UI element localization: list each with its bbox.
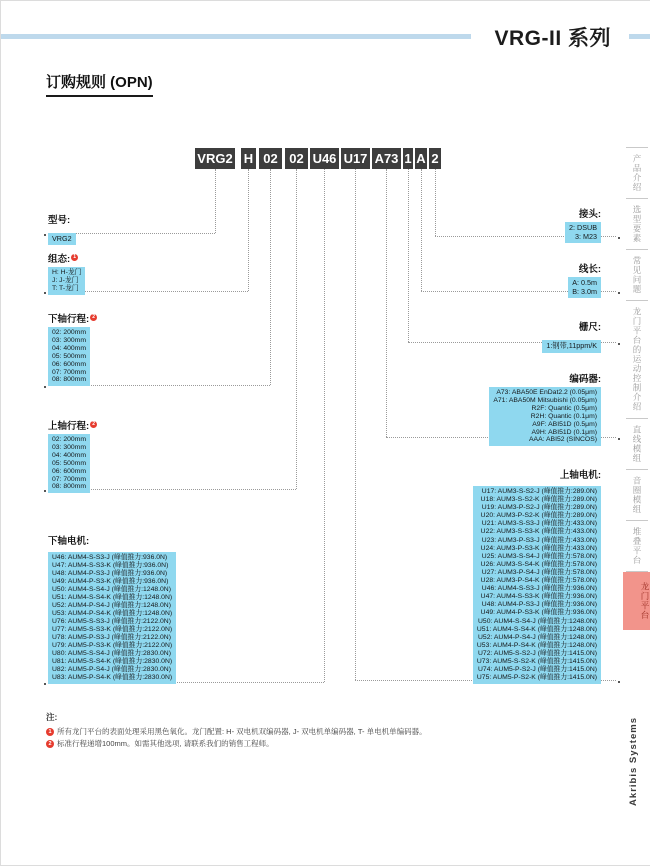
- part-number-segment-1: VRG2: [195, 148, 235, 169]
- option-row: 02: 200mm: [52, 436, 87, 443]
- option-box: [473, 486, 601, 684]
- option-row: U73: AUM5-S-S2-K (峰值推力:1415.0N): [476, 657, 597, 665]
- footnote-line: [46, 726, 427, 738]
- option-row: U52: AUM4-P-S4-J (峰值推力:1248.0N): [52, 602, 171, 609]
- connector-line: [408, 169, 409, 342]
- option-row: 05: 500mm: [52, 459, 87, 467]
- series-title: VRG-II 系列: [494, 27, 611, 50]
- option-row: U82: AUM5-P-S4-J (峰值推力:2830.0N): [52, 666, 171, 673]
- option-row: 1:钢带,11ppm/K: [546, 341, 597, 350]
- option-row: U76: AUM5-S-S3-J (峰值推力:2122.0N): [52, 618, 171, 625]
- sidebar-tab-7[interactable]: 堆叠平台: [632, 526, 642, 565]
- option-row: A73: ABA50E EnDat2.2 (0.05μm): [496, 389, 597, 396]
- option-row: U19: AUM3-P-S2-J (峰值推力:289.0N): [481, 504, 597, 512]
- option-row: H: H-龙门: [52, 269, 82, 276]
- connector-line: [435, 169, 436, 236]
- section-encoder: [489, 371, 601, 446]
- sidebar-tab-4[interactable]: 龙门平台的运动控制介绍: [632, 307, 642, 412]
- section-lower-travel: [48, 311, 97, 386]
- note-number-badge: 1: [46, 728, 54, 736]
- footnote-line: [46, 738, 427, 750]
- option-row: 07: 700mm: [52, 475, 87, 483]
- option-row: U25: AUM3-S-S4-J (峰值推力:578.0N): [481, 552, 597, 560]
- option-row: 3: M23: [575, 231, 597, 241]
- option-row: U75: AUM5-P-S2-K (峰值推力:1415.0N): [476, 674, 597, 682]
- option-row: 03: 300mm: [52, 443, 87, 451]
- option-row: R2F: Quantic (0.5μm): [531, 404, 597, 412]
- option-row: U46: AUM4-S-S3-J (峰值推力:936.0N): [481, 585, 597, 593]
- option-row: U74: AUM5-P-S2-J (峰值推力:1415.0N): [478, 666, 597, 674]
- option-row: U79: AUM5-P-S3-K (峰值推力:2122.0N): [52, 642, 173, 649]
- sidebar-nav: [623, 147, 650, 630]
- note-ref-badge: 2: [90, 421, 97, 428]
- section-label: 接头:: [578, 209, 601, 220]
- footnotes-list: [46, 726, 427, 750]
- sidebar-tab-3[interactable]: 常见问题: [632, 256, 642, 294]
- option-row: 04: 400mm: [52, 344, 87, 352]
- section-upper-motor: [473, 467, 601, 684]
- header-accent-bar-right: [629, 34, 650, 39]
- option-row: J: J-龙门: [52, 276, 79, 284]
- option-row: 2: DSUB: [569, 223, 597, 232]
- option-row: U28: AUM3-P-S4-K (峰值推力:578.0N): [480, 577, 597, 585]
- part-number-segment-7: A73: [372, 148, 401, 169]
- connector-line: [215, 169, 216, 233]
- option-row: 04: 400mm: [52, 451, 87, 459]
- option-row: U18: AUM3-S-S2-K (峰值推力:289.0N): [480, 496, 597, 504]
- option-row: U49: AUM4-P-S3-K (峰值推力:936.0N): [480, 609, 597, 617]
- section-cable-length: [568, 261, 601, 299]
- option-row: U49: AUM4-P-S3-K (峰值推力:936.0N): [52, 578, 169, 585]
- option-box: [565, 222, 601, 243]
- brand-name: Akribis Systems: [628, 717, 639, 806]
- option-box: [489, 387, 601, 446]
- part-number-segment-10: 2: [429, 148, 441, 169]
- option-row: 03: 300mm: [52, 336, 87, 344]
- option-row: U27: AUM3-P-S4-J (峰值推力:578.0N): [481, 568, 597, 576]
- section-label: 组态: 1: [48, 251, 85, 265]
- section-label: 上轴电机:: [559, 470, 601, 481]
- sidebar-tab-1[interactable]: 产品介绍: [632, 154, 642, 192]
- option-box: [48, 233, 76, 245]
- option-row: U17: AUM3-S-S2-J (峰值推力:289.0N): [481, 488, 597, 495]
- part-number-segment-5: U46: [310, 148, 339, 169]
- option-box: [48, 552, 176, 684]
- section-upper-travel: [48, 418, 97, 493]
- option-row: U50: AUM4-S-S4-J (峰值推力:1248.0N): [478, 617, 597, 625]
- footnotes: [46, 711, 427, 750]
- section-label: 线长:: [578, 264, 601, 275]
- part-number-segment-4: 02: [285, 148, 308, 169]
- option-row: U21: AUM3-S-S3-J (峰值推力:433.0N): [481, 520, 597, 528]
- option-row: 06: 600mm: [52, 467, 87, 475]
- section-label: 下轴电机:: [48, 536, 90, 547]
- option-row: T: T-龙门: [52, 284, 79, 292]
- option-row: VRG2: [52, 234, 72, 243]
- part-number-segment-2: H: [241, 148, 256, 169]
- option-row: U72: AUM5-S-S2-J (峰值推力:1415.0N): [478, 649, 597, 657]
- option-row: U46: AUM4-S-S3-J (峰值推力:936.0N): [52, 554, 168, 561]
- option-row: U81: AUM5-S-S4-K (峰值推力:2830.0N): [52, 658, 173, 665]
- connector-line: [355, 169, 356, 680]
- option-row: B: 3.0m: [572, 286, 597, 296]
- option-row: U51: AUM4-S-S4-K (峰值推力:1248.0N): [476, 625, 597, 633]
- option-box: [48, 434, 90, 493]
- option-row: U48: AUM4-P-S3-J (峰值推力:936.0N): [481, 601, 597, 609]
- option-row: U52: AUM4-P-S4-J (峰值推力:1248.0N): [478, 633, 597, 641]
- section-label: 型号:: [48, 215, 71, 226]
- connector-line: [386, 169, 387, 437]
- option-row: U50: AUM4-S-S4-J (峰值推力:1248.0N): [52, 586, 171, 593]
- sidebar-tab-2[interactable]: 选型要素: [632, 205, 642, 243]
- option-row: A9H: ABI51D (0.1μm): [531, 428, 597, 436]
- section-model: [48, 212, 76, 246]
- note-number-badge: 2: [46, 740, 54, 748]
- sidebar-tab-5[interactable]: 直线模组: [632, 424, 642, 463]
- sidebar-tab-8[interactable]: 龙门平台: [623, 572, 650, 630]
- connector-line: [324, 169, 325, 682]
- option-row: 07: 700mm: [52, 368, 87, 376]
- option-row: 02: 200mm: [52, 329, 87, 336]
- option-row: U53: AUM4-P-S4-K (峰值推力:1248.0N): [476, 641, 597, 649]
- part-number-segment-8: 1: [403, 148, 413, 169]
- option-row: U23: AUM3-P-S3-J (峰值推力:433.0N): [481, 536, 597, 544]
- option-box: [568, 277, 601, 298]
- option-row: U51: AUM4-S-S4-K (峰值推力:1248.0N): [52, 594, 173, 601]
- option-row: U80: AUM5-S-S4-J (峰值推力:2830.0N): [52, 650, 171, 657]
- section-label: 下轴行程: 2: [48, 311, 97, 325]
- option-row: A71: ABA50M Mitsubishi (0.05μm): [493, 396, 597, 404]
- section-config: [48, 251, 85, 295]
- option-row: A9F: ABI51D (0.5μm): [532, 420, 597, 428]
- option-row: 05: 500mm: [52, 352, 87, 360]
- part-number-segment-9: A: [415, 148, 427, 169]
- connector-line: [270, 169, 271, 385]
- option-box: [48, 267, 85, 295]
- option-row: U24: AUM3-P-S3-K (峰值推力:433.0N): [480, 544, 597, 552]
- header-accent-bar: [1, 34, 471, 39]
- part-number-segment-3: 02: [259, 148, 282, 169]
- section-connector: [565, 206, 601, 244]
- option-row: U77: AUM5-S-S3-K (峰值推力:2122.0N): [52, 626, 173, 633]
- part-number-segment-6: U17: [341, 148, 370, 169]
- option-row: 08: 800mm: [52, 483, 87, 491]
- footnote-text: 标准行程递增100mm。如需其他选项, 请联系我们的销售工程师。: [57, 739, 274, 748]
- option-row: A: 0.5m: [572, 278, 597, 287]
- option-row: U22: AUM3-S-S3-K (峰值推力:433.0N): [480, 528, 597, 536]
- page-title: 订购规则 (OPN): [46, 71, 153, 97]
- section-label: 编码器:: [569, 374, 601, 385]
- option-box: [542, 340, 601, 353]
- section-scale: [542, 319, 601, 353]
- option-row: AAA: ABI52 (SINCOS): [529, 436, 597, 444]
- option-row: U47: AUM4-S-S3-K (峰值推力:936.0N): [52, 562, 169, 569]
- connector-line: [421, 169, 422, 291]
- option-row: U78: AUM5-P-S3-J (峰值推力:2122.0N): [52, 634, 171, 641]
- footnotes-title: 注:: [46, 712, 58, 722]
- option-row: U47: AUM4-S-S3-K (峰值推力:936.0N): [480, 593, 597, 601]
- option-row: U20: AUM3-P-S2-K (峰值推力:289.0N): [480, 512, 597, 520]
- option-row: U53: AUM4-P-S4-K (峰值推力:1248.0N): [52, 610, 173, 617]
- sidebar-tab-6[interactable]: 音圈模组: [632, 475, 642, 514]
- option-row: U48: AUM4-P-S3-J (峰值推力:936.0N): [52, 570, 168, 577]
- note-ref-badge: 1: [71, 254, 78, 261]
- connector-line: [248, 169, 249, 291]
- option-row: U26: AUM3-S-S4-K (峰值推力:578.0N): [480, 560, 597, 568]
- section-label: 栅尺:: [578, 322, 601, 333]
- footnote-text: 所有龙门平台的表面处理采用黑色氧化。龙门配置: H- 双电机双编码器, J- 双电机单编码器, T- 单电机单编码器。: [57, 727, 427, 736]
- option-row: 08: 800mm: [52, 376, 87, 384]
- note-ref-badge: 2: [90, 314, 97, 321]
- option-row: U83: AUM5-P-S4-K (峰值推力:2830.0N): [52, 674, 173, 681]
- option-box: [48, 327, 90, 386]
- connector-line: [296, 169, 297, 489]
- section-lower-motor: [48, 533, 176, 684]
- option-row: 06: 600mm: [52, 360, 87, 368]
- section-label: 上轴行程: 2: [48, 418, 97, 432]
- option-row: R2H: Quantic (0.1μm): [530, 412, 597, 420]
